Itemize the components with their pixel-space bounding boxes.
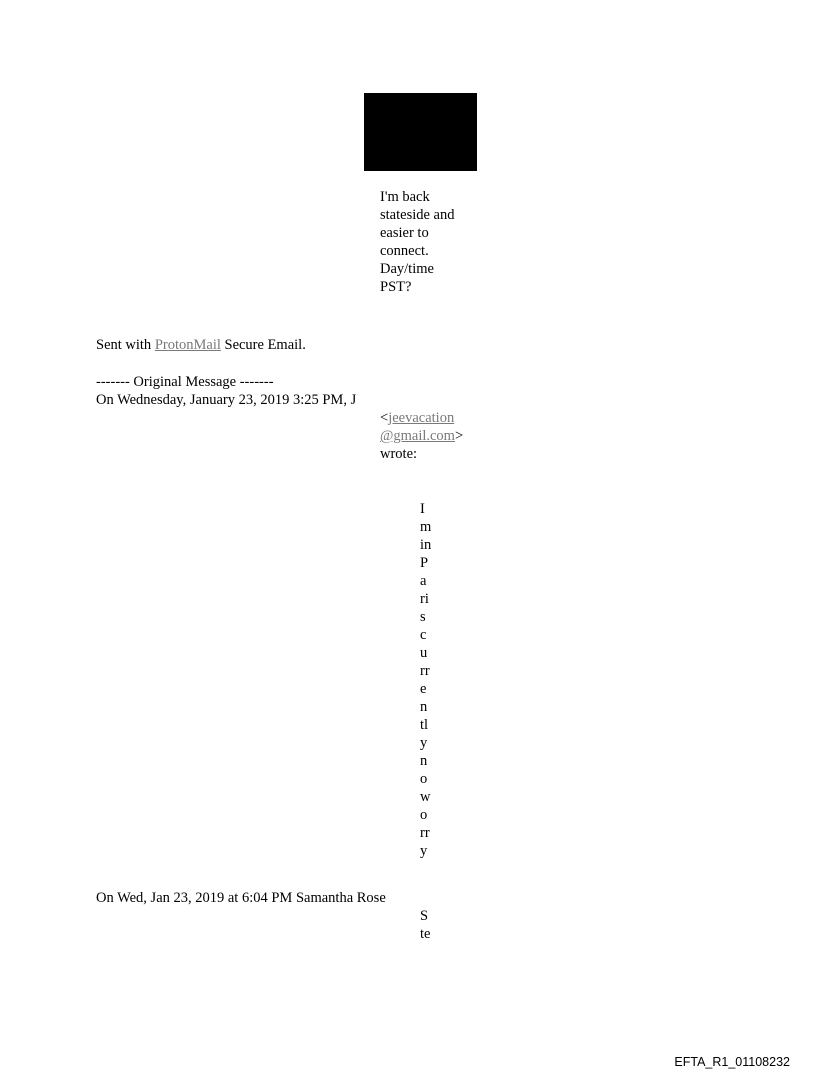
reply-line: easier to	[380, 225, 429, 241]
body-fragment: S	[420, 908, 429, 924]
reply-line: Day/time	[380, 261, 434, 277]
protonmail-link[interactable]: ProtonMail	[154, 337, 221, 353]
body-fragment: n	[420, 699, 428, 715]
address-line	[380, 427, 490, 445]
body-fragment: a	[420, 573, 427, 589]
body-fragment: in	[420, 537, 432, 553]
address-post: >	[454, 428, 464, 444]
redaction-block	[364, 93, 477, 171]
address-pre: <	[380, 410, 389, 426]
address-post: wrote:	[380, 446, 418, 462]
body-fragment: c	[420, 627, 427, 643]
signature-prefix: Sent with	[96, 337, 155, 353]
document-id: EFTA_R1_01108232	[674, 1055, 790, 1069]
original-message-divider: ------- Original Message -------	[96, 374, 274, 390]
body-fragment: y	[420, 735, 428, 751]
address-line	[380, 409, 490, 427]
body-fragment: te	[420, 926, 431, 942]
signature-suffix: Secure Email.	[220, 337, 306, 353]
email-link[interactable]: jeevacation	[388, 410, 455, 426]
body-fragment: rr	[420, 663, 430, 679]
sender-address	[380, 409, 490, 463]
body-fragment: e	[420, 681, 427, 697]
body-fragment: rr	[420, 825, 430, 841]
earlier-message-body	[420, 907, 450, 943]
original-message-header: On Wednesday, January 23, 2019 3:25 PM, J	[96, 392, 357, 408]
body-fragment: tl	[420, 717, 429, 733]
reply-line: connect.	[380, 243, 429, 259]
body-fragment: P	[420, 555, 429, 571]
address-line	[380, 445, 490, 463]
email-signature	[96, 336, 306, 354]
body-fragment: u	[420, 645, 428, 661]
body-fragment: m	[420, 519, 432, 535]
reply-body	[380, 188, 480, 296]
body-fragment: y	[420, 843, 428, 859]
body-fragment: n	[420, 753, 428, 769]
body-fragment: o	[420, 771, 428, 787]
earlier-message-header: On Wed, Jan 23, 2019 at 6:04 PM Samantha Rose	[96, 890, 386, 906]
email-link[interactable]: @gmail.com	[380, 428, 455, 444]
body-fragment: s	[420, 609, 426, 625]
body-fragment: o	[420, 807, 428, 823]
body-fragment: ri	[420, 591, 429, 607]
reply-line: I'm back	[380, 189, 430, 205]
body-fragment: I	[420, 501, 425, 517]
reply-line: PST?	[380, 279, 412, 295]
original-message-body	[420, 500, 450, 860]
body-fragment: w	[420, 789, 431, 805]
reply-line: stateside and	[380, 207, 455, 223]
